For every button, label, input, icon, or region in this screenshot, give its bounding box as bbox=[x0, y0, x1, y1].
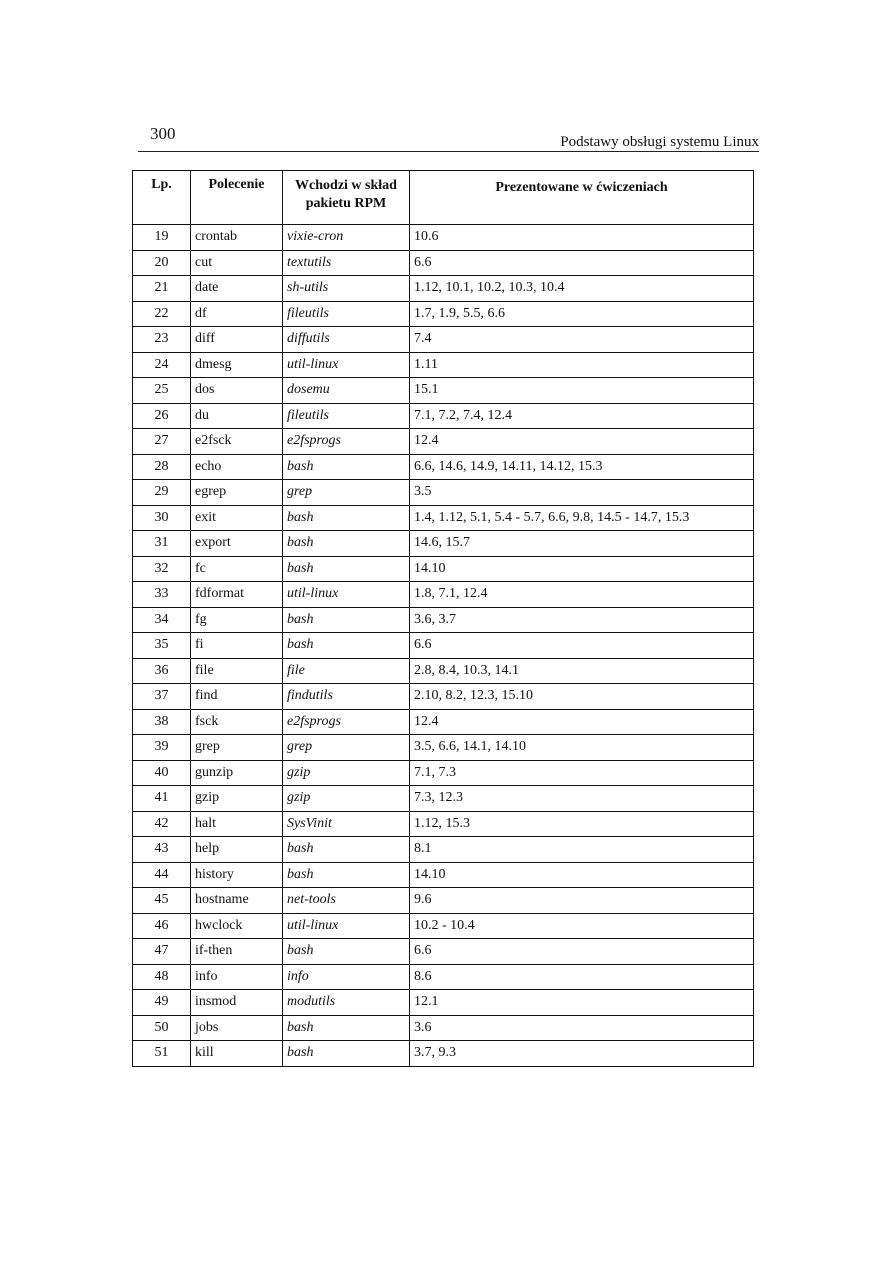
cell-package: sh-utils bbox=[283, 276, 410, 302]
table-row bbox=[133, 735, 754, 761]
header-command: Polecenie bbox=[191, 171, 283, 225]
cell-package: grep bbox=[283, 480, 410, 506]
cell-lp: 45 bbox=[133, 888, 191, 914]
table-row bbox=[133, 862, 754, 888]
cell-lp: 28 bbox=[133, 454, 191, 480]
cell-exercises: 3.5, 6.6, 14.1, 14.10 bbox=[410, 735, 754, 761]
cell-command: echo bbox=[191, 454, 283, 480]
cell-exercises: 6.6 bbox=[410, 633, 754, 659]
cell-exercises: 9.6 bbox=[410, 888, 754, 914]
cell-package: bash bbox=[283, 1015, 410, 1041]
cell-command: df bbox=[191, 301, 283, 327]
table-row bbox=[133, 811, 754, 837]
cell-exercises: 8.1 bbox=[410, 837, 754, 863]
cell-exercises: 7.4 bbox=[410, 327, 754, 353]
cell-lp: 51 bbox=[133, 1041, 191, 1067]
header-rule bbox=[138, 151, 759, 152]
cell-command: hostname bbox=[191, 888, 283, 914]
table-row bbox=[133, 582, 754, 608]
table-row bbox=[133, 480, 754, 506]
cell-lp: 27 bbox=[133, 429, 191, 455]
cell-command: e2fsck bbox=[191, 429, 283, 455]
cell-lp: 29 bbox=[133, 480, 191, 506]
table-row bbox=[133, 1041, 754, 1067]
cell-command: fsck bbox=[191, 709, 283, 735]
table-row bbox=[133, 760, 754, 786]
header-package: Wchodzi w skład pakietu RPM bbox=[283, 171, 410, 225]
cell-lp: 42 bbox=[133, 811, 191, 837]
cell-lp: 35 bbox=[133, 633, 191, 659]
cell-package: util-linux bbox=[283, 352, 410, 378]
table-row bbox=[133, 531, 754, 557]
cell-package: bash bbox=[283, 1041, 410, 1067]
cell-lp: 49 bbox=[133, 990, 191, 1016]
table-row bbox=[133, 250, 754, 276]
cell-exercises: 6.6 bbox=[410, 250, 754, 276]
table-row bbox=[133, 429, 754, 455]
cell-exercises: 7.3, 12.3 bbox=[410, 786, 754, 812]
table-row bbox=[133, 505, 754, 531]
table-row bbox=[133, 913, 754, 939]
table-row bbox=[133, 888, 754, 914]
cell-package: bash bbox=[283, 607, 410, 633]
cell-exercises: 2.8, 8.4, 10.3, 14.1 bbox=[410, 658, 754, 684]
cell-command: file bbox=[191, 658, 283, 684]
cell-package: bash bbox=[283, 556, 410, 582]
cell-package: e2fsprogs bbox=[283, 429, 410, 455]
cell-lp: 23 bbox=[133, 327, 191, 353]
table-row bbox=[133, 837, 754, 863]
cell-command: hwclock bbox=[191, 913, 283, 939]
cell-exercises: 12.1 bbox=[410, 990, 754, 1016]
cell-command: gunzip bbox=[191, 760, 283, 786]
cell-lp: 48 bbox=[133, 964, 191, 990]
cell-command: gzip bbox=[191, 786, 283, 812]
table-row bbox=[133, 454, 754, 480]
cell-command: halt bbox=[191, 811, 283, 837]
cell-exercises: 15.1 bbox=[410, 378, 754, 404]
cell-exercises: 6.6, 14.6, 14.9, 14.11, 14.12, 15.3 bbox=[410, 454, 754, 480]
cell-lp: 24 bbox=[133, 352, 191, 378]
cell-command: crontab bbox=[191, 225, 283, 251]
cell-command: date bbox=[191, 276, 283, 302]
cell-package: fileutils bbox=[283, 301, 410, 327]
table-row bbox=[133, 964, 754, 990]
cell-package: bash bbox=[283, 837, 410, 863]
cell-lp: 26 bbox=[133, 403, 191, 429]
cell-exercises: 12.4 bbox=[410, 709, 754, 735]
cell-command: exit bbox=[191, 505, 283, 531]
cell-command: if-then bbox=[191, 939, 283, 965]
cell-lp: 37 bbox=[133, 684, 191, 710]
cell-command: dos bbox=[191, 378, 283, 404]
table-row bbox=[133, 709, 754, 735]
cell-exercises: 3.6, 3.7 bbox=[410, 607, 754, 633]
table-row bbox=[133, 327, 754, 353]
cell-command: fg bbox=[191, 607, 283, 633]
cell-lp: 43 bbox=[133, 837, 191, 863]
cell-lp: 21 bbox=[133, 276, 191, 302]
table-row bbox=[133, 378, 754, 404]
cell-command: insmod bbox=[191, 990, 283, 1016]
cell-package: bash bbox=[283, 939, 410, 965]
cell-exercises: 2.10, 8.2, 12.3, 15.10 bbox=[410, 684, 754, 710]
cell-command: cut bbox=[191, 250, 283, 276]
cell-command: fi bbox=[191, 633, 283, 659]
cell-command: help bbox=[191, 837, 283, 863]
cell-lp: 25 bbox=[133, 378, 191, 404]
cell-exercises: 1.12, 15.3 bbox=[410, 811, 754, 837]
cell-exercises: 3.5 bbox=[410, 480, 754, 506]
cell-lp: 41 bbox=[133, 786, 191, 812]
cell-command: grep bbox=[191, 735, 283, 761]
table-body bbox=[133, 225, 754, 1067]
cell-package: findutils bbox=[283, 684, 410, 710]
cell-package: gzip bbox=[283, 760, 410, 786]
cell-lp: 32 bbox=[133, 556, 191, 582]
cell-lp: 47 bbox=[133, 939, 191, 965]
table-row bbox=[133, 1015, 754, 1041]
table-row bbox=[133, 556, 754, 582]
cell-command: kill bbox=[191, 1041, 283, 1067]
cell-command: dmesg bbox=[191, 352, 283, 378]
cell-command: diff bbox=[191, 327, 283, 353]
cell-package: bash bbox=[283, 505, 410, 531]
cell-package: bash bbox=[283, 454, 410, 480]
table-row bbox=[133, 301, 754, 327]
cell-package: bash bbox=[283, 531, 410, 557]
cell-lp: 50 bbox=[133, 1015, 191, 1041]
cell-exercises: 8.6 bbox=[410, 964, 754, 990]
cell-command: export bbox=[191, 531, 283, 557]
cell-command: egrep bbox=[191, 480, 283, 506]
cell-lp: 46 bbox=[133, 913, 191, 939]
header-lp: Lp. bbox=[133, 171, 191, 225]
cell-package: fileutils bbox=[283, 403, 410, 429]
cell-lp: 39 bbox=[133, 735, 191, 761]
cell-package: diffutils bbox=[283, 327, 410, 353]
table-row bbox=[133, 276, 754, 302]
table-row bbox=[133, 658, 754, 684]
cell-package: bash bbox=[283, 633, 410, 659]
cell-exercises: 1.7, 1.9, 5.5, 6.6 bbox=[410, 301, 754, 327]
cell-exercises: 3.7, 9.3 bbox=[410, 1041, 754, 1067]
cell-lp: 30 bbox=[133, 505, 191, 531]
cell-exercises: 14.6, 15.7 bbox=[410, 531, 754, 557]
table-row bbox=[133, 684, 754, 710]
cell-lp: 36 bbox=[133, 658, 191, 684]
running-head: Podstawy obsługi systemu Linux bbox=[560, 134, 759, 150]
cell-command: info bbox=[191, 964, 283, 990]
cell-exercises: 1.11 bbox=[410, 352, 754, 378]
cell-exercises: 10.6 bbox=[410, 225, 754, 251]
cell-lp: 40 bbox=[133, 760, 191, 786]
cell-lp: 33 bbox=[133, 582, 191, 608]
cell-package: textutils bbox=[283, 250, 410, 276]
cell-command: du bbox=[191, 403, 283, 429]
table-row bbox=[133, 352, 754, 378]
cell-package: dosemu bbox=[283, 378, 410, 404]
table-row bbox=[133, 939, 754, 965]
table-row bbox=[133, 403, 754, 429]
cell-command: find bbox=[191, 684, 283, 710]
cell-package: grep bbox=[283, 735, 410, 761]
cell-command: fc bbox=[191, 556, 283, 582]
cell-package: modutils bbox=[283, 990, 410, 1016]
cell-lp: 31 bbox=[133, 531, 191, 557]
cell-package: util-linux bbox=[283, 913, 410, 939]
cell-lp: 38 bbox=[133, 709, 191, 735]
cell-exercises: 12.4 bbox=[410, 429, 754, 455]
cell-package: bash bbox=[283, 862, 410, 888]
cell-package: SysVinit bbox=[283, 811, 410, 837]
cell-command: history bbox=[191, 862, 283, 888]
cell-package: gzip bbox=[283, 786, 410, 812]
cell-command: jobs bbox=[191, 1015, 283, 1041]
cell-exercises: 10.2 - 10.4 bbox=[410, 913, 754, 939]
cell-package: net-tools bbox=[283, 888, 410, 914]
header-exercises: Prezentowane w ćwiczeniach bbox=[410, 171, 754, 225]
cell-package: info bbox=[283, 964, 410, 990]
cell-exercises: 14.10 bbox=[410, 862, 754, 888]
cell-exercises: 1.8, 7.1, 12.4 bbox=[410, 582, 754, 608]
table-row bbox=[133, 633, 754, 659]
cell-lp: 19 bbox=[133, 225, 191, 251]
cell-package: util-linux bbox=[283, 582, 410, 608]
cell-lp: 20 bbox=[133, 250, 191, 276]
page-number: 300 bbox=[150, 124, 176, 143]
table-header-row bbox=[133, 171, 754, 225]
cell-command: fdformat bbox=[191, 582, 283, 608]
table-row bbox=[133, 225, 754, 251]
cell-exercises: 6.6 bbox=[410, 939, 754, 965]
cell-lp: 22 bbox=[133, 301, 191, 327]
table-row bbox=[133, 990, 754, 1016]
cell-exercises: 7.1, 7.2, 7.4, 12.4 bbox=[410, 403, 754, 429]
cell-exercises: 14.10 bbox=[410, 556, 754, 582]
cell-package: e2fsprogs bbox=[283, 709, 410, 735]
table-row bbox=[133, 786, 754, 812]
cell-exercises: 1.4, 1.12, 5.1, 5.4 - 5.7, 6.6, 9.8, 14.5 - 14.7, 15.3 bbox=[410, 505, 754, 531]
commands-table bbox=[132, 170, 754, 1067]
cell-lp: 44 bbox=[133, 862, 191, 888]
cell-exercises: 1.12, 10.1, 10.2, 10.3, 10.4 bbox=[410, 276, 754, 302]
cell-exercises: 7.1, 7.3 bbox=[410, 760, 754, 786]
cell-lp: 34 bbox=[133, 607, 191, 633]
cell-exercises: 3.6 bbox=[410, 1015, 754, 1041]
cell-package: file bbox=[283, 658, 410, 684]
cell-package: vixie-cron bbox=[283, 225, 410, 251]
table-row bbox=[133, 607, 754, 633]
